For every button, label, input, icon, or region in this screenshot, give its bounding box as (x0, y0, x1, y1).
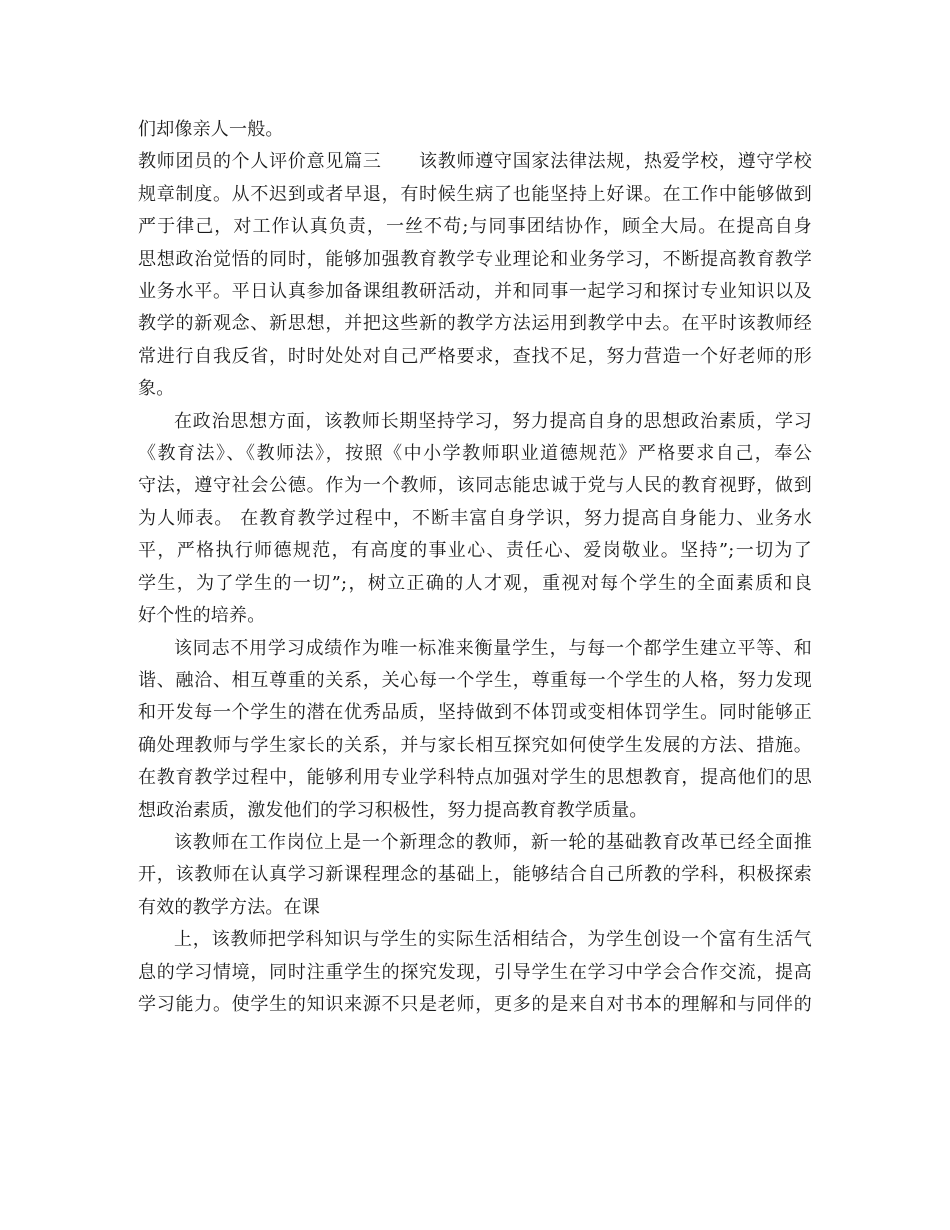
text-line: 在教育教学过程中，能够利用专业学科特点加强对学生的思想教育，提高他们的思 (138, 767, 812, 789)
text-line: 思想政治觉悟的同时，能够加强教育教学专业理论和业务学习，不断提高教育教学 (138, 248, 812, 270)
text-line: 严于律己，对工作认真负责，一丝不苟;与同事团结协作，顾全大局。在提高自身 (138, 216, 812, 238)
text-line: 学生，为了学生的一切”;，树立正确的人才观，重视对每个学生的全面素质和良 (138, 572, 812, 594)
document-body (138, 114, 812, 1021)
text-line: 教学的新观念、新思想，并把这些新的教学方法运用到教学中去。在平时该教师经 (138, 313, 812, 335)
text-line: 业务水平。平日认真参加备课组教研活动，并和同事一起学习和探讨专业知识以及 (138, 281, 812, 303)
text-line: 该教师在工作岗位上是一个新理念的教师，新一轮的基础教育改革已经全面推 (174, 831, 812, 853)
text-line: 们却像亲人一般。 (138, 119, 284, 140)
text-line: 上，该教师把学科知识与学生的实际生活相结合，为学生创设一个富有生活气 (174, 929, 812, 951)
text-line: 象。 (138, 378, 175, 400)
text-line: 谐、融洽、相互尊重的关系，关心每一个学生，尊重每一个学生的人格，努力发现 (138, 669, 812, 691)
text-line: 开，该教师在认真学习新课程理念的基础上，能够结合自己所教的学科，积极探索 (138, 864, 812, 886)
text-line: 规章制度。从不迟到或者早退，有时候生病了也能坚持上好课。在工作中能够做到 (138, 183, 812, 205)
text-line: 和开发每一个学生的潜在优秀品质，坚持做到不体罚或变相体罚学生。同时能够正 (138, 702, 812, 724)
text-line: 确处理教师与学生家长的关系，并与家长相互探究如何使学生发展的方法、措施。 (138, 734, 812, 756)
text-line: 《教育法》、《教师法》，按照《中小学教师职业道德规范》严格要求自己，奉公 (138, 443, 812, 465)
text-line: 息的学习情境，同时注重学生的探究发现，引导学生在学习中学会合作交流，提高 (138, 961, 812, 983)
text-line: 常进行自我反省，时时处处对自己严格要求，查找不足，努力营造一个好老师的形 (138, 345, 812, 367)
text-line: 想政治素质，激发他们的学习积极性，努力提高教育教学质量。 (138, 799, 648, 821)
text-line: 该同志不用学习成绩作为唯一标准来衡量学生，与每一个都学生建立平等、和 (174, 637, 812, 659)
text-line: 守法，遵守社会公德。作为一个教师，该同志能忠诚于党与人民的教育视野，做到 (138, 475, 812, 497)
text-line: 有效的教学方法。在课 (138, 896, 320, 918)
text-line: 教师团员的个人评价意见篇三 该教师遵守国家法律法规，热爱学校，遵守学校 (138, 151, 812, 173)
text-line: 为人师表。 在教育教学过程中，不断丰富自身学识，努力提高自身能力、业务水 (138, 507, 812, 529)
text-line: 在政治思想方面，该教师长期坚持学习，努力提高自身的思想政治素质，学习 (174, 410, 812, 432)
text-line: 好个性的培养。 (138, 605, 266, 627)
text-line: 学习能力。使学生的知识来源不只是老师，更多的是来自对书本的理解和与同伴的 (138, 993, 812, 1015)
text-line: 平，严格执行师德规范，有高度的事业心、责任心、爱岗敬业。坚持”;一切为了 (138, 540, 812, 562)
